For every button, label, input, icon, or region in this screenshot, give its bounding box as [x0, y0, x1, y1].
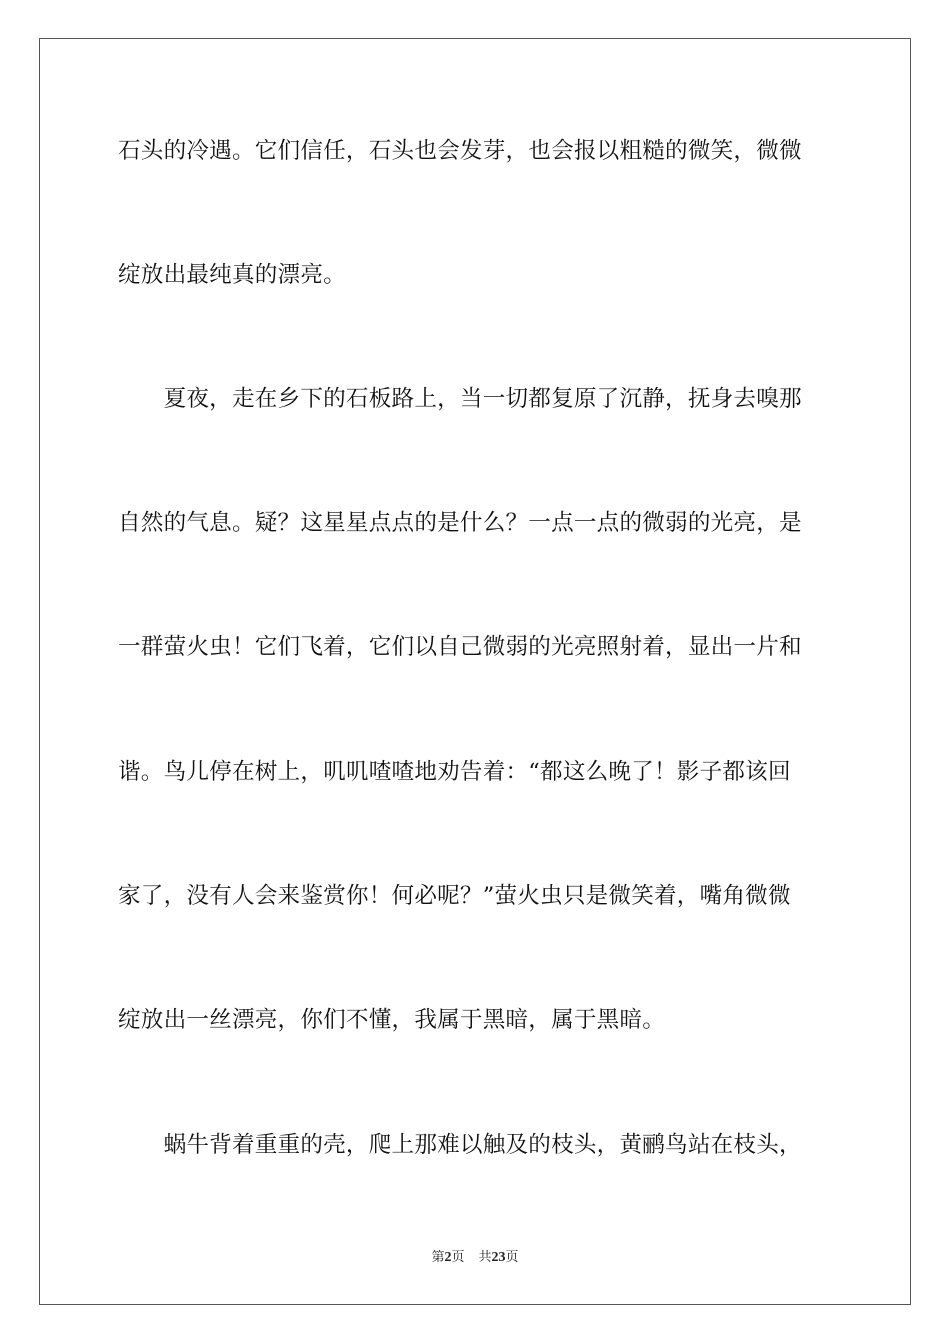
page-frame [39, 38, 911, 1305]
total-suffix: 页 [505, 1250, 519, 1265]
page-footer [0, 1246, 950, 1266]
page-number: 2 [444, 1250, 452, 1265]
total-prefix: 共 [478, 1250, 492, 1265]
text-line-5: 一群萤火虫！它们飞着，它们以自己微弱的光亮照射着，显出一片和 [118, 634, 802, 660]
total-pages: 23 [491, 1250, 506, 1265]
page-prefix: 第 [431, 1250, 445, 1265]
text-line-8: 绽放出一丝漂亮，你们不懂，我属于黑暗，属于黑暗。 [118, 1007, 666, 1033]
text-line-2: 绽放出最纯真的漂亮。 [118, 262, 346, 288]
text-line-3: 夏夜，走在乡下的石板路上，当一切都复原了沉静，抚身去嗅那 [118, 386, 802, 412]
text-line-7: 家了，没有人会来鉴赏你！何必呢？”萤火虫只是微笑着，嘴角微微 [118, 883, 791, 909]
text-line-1: 石头的冷遇。它们信任，石头也会发芽，也会报以粗糙的微笑，微微 [118, 138, 802, 164]
text-line-9: 蜗牛背着重重的壳，爬上那难以触及的枝头，黄鹂鸟站在枝头， [118, 1132, 802, 1158]
page-suffix: 页 [451, 1250, 465, 1265]
text-line-6: 谐。鸟儿停在树上，叽叽喳喳地劝告着：“都这么晚了！影子都该回 [118, 759, 791, 785]
text-line-4: 自然的气息。疑？这星星点点的是什么？一点一点的微弱的光亮，是 [118, 510, 802, 536]
